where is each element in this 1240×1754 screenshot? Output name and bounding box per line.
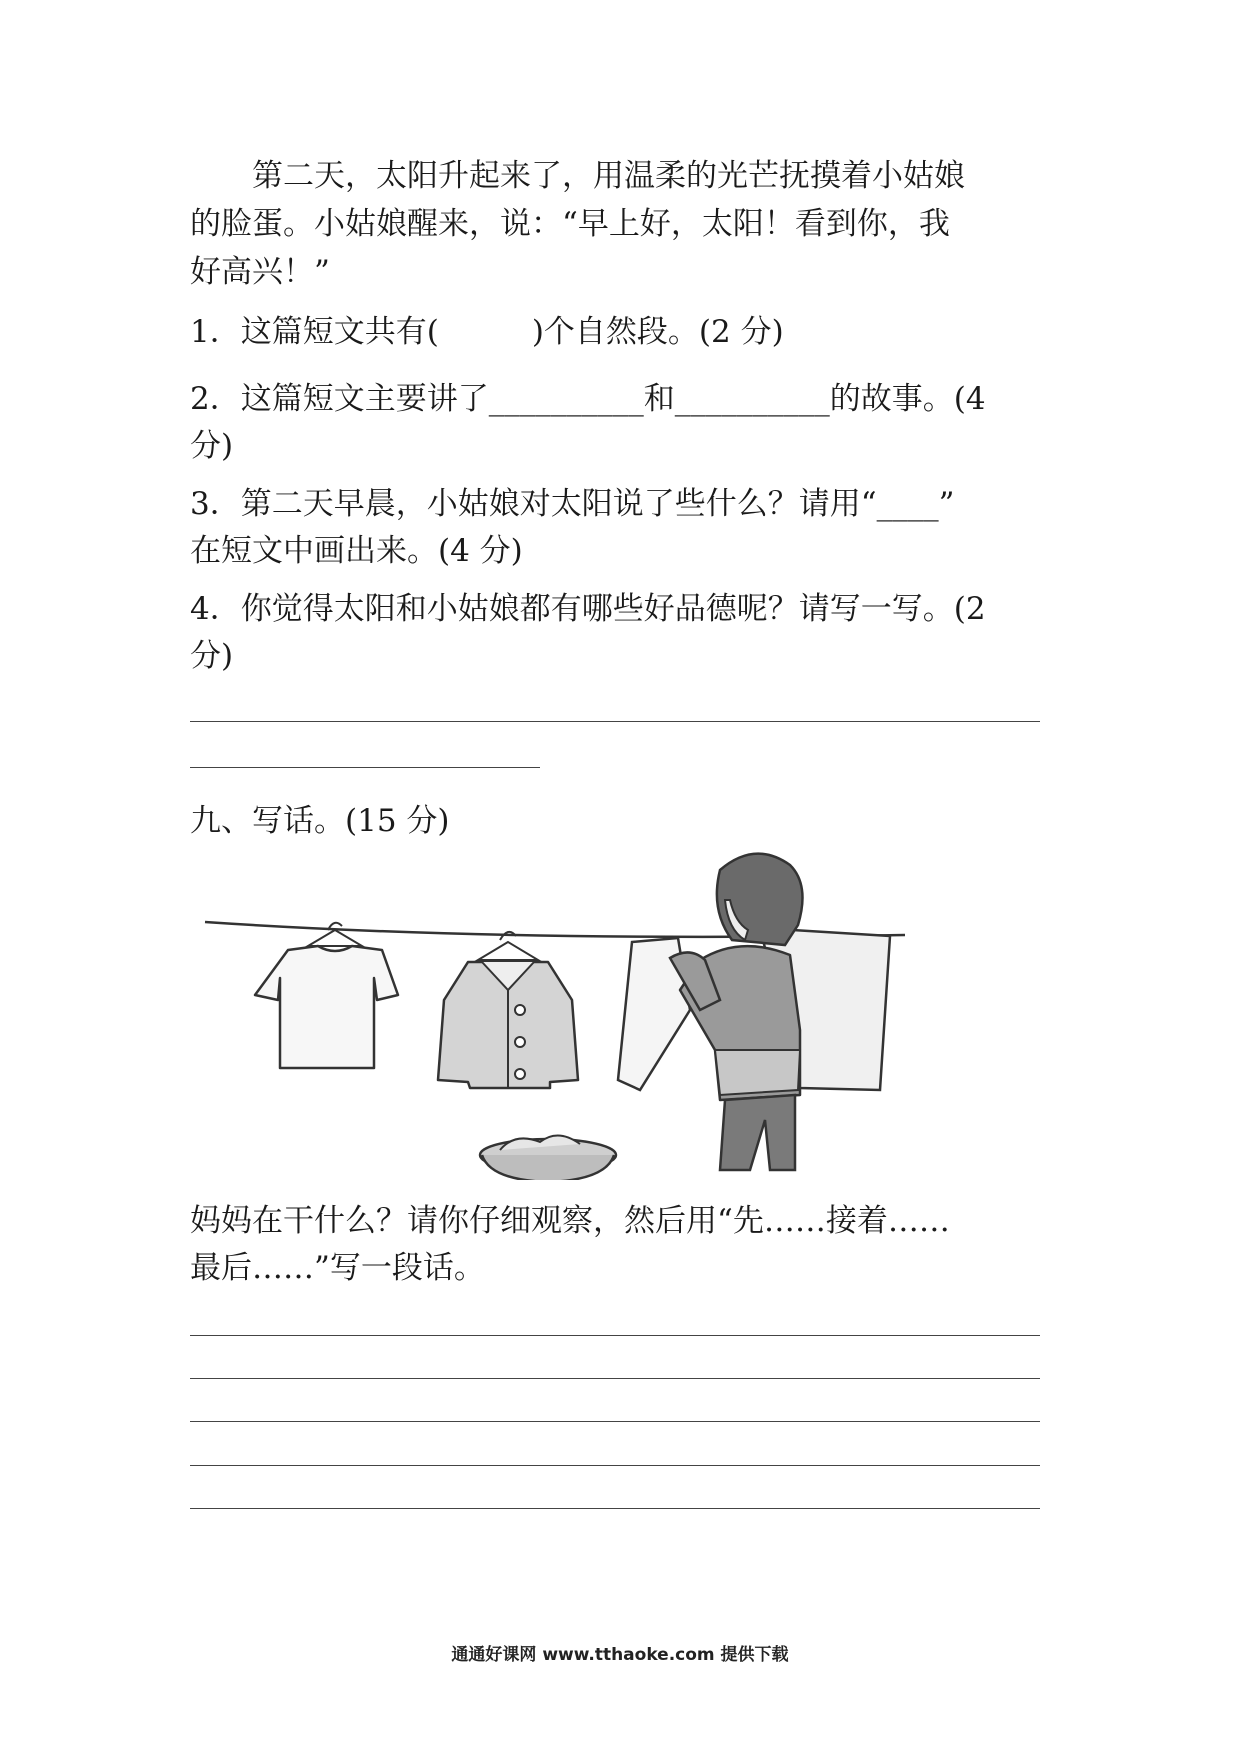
writing-line[interactable] (190, 1335, 1040, 1336)
tshirt-icon (255, 923, 398, 1068)
passage-line-2: 的脸蛋。小姑娘醒来，说：“早上好，太阳！看到你，我 (190, 206, 950, 242)
laundry-basket-icon (480, 1135, 616, 1180)
writing-line[interactable] (190, 1465, 1040, 1466)
question-1: 1．这篇短文共有( )个自然段。(2 分) (190, 314, 784, 350)
writing-line[interactable] (190, 1421, 1040, 1422)
answer-line[interactable] (190, 721, 1040, 722)
question-2: 2．这篇短文主要讲了__________和__________的故事。(4 (190, 381, 986, 417)
question-4-cont: 分) (190, 638, 234, 674)
writing-line[interactable] (190, 1508, 1040, 1509)
writing-line[interactable] (190, 1378, 1040, 1379)
passage-line-3: 好高兴！” (190, 254, 330, 290)
question-3-cont: 在短文中画出来。(4 分) (190, 533, 523, 569)
writing-prompt-line-2: 最后……”写一段话。 (190, 1250, 485, 1286)
footer-text: 通通好课网 www.tthaoke.com 提供下载 (451, 1645, 789, 1665)
writing-prompt-line-1: 妈妈在干什么？请你仔细观察，然后用“先……接着…… (190, 1203, 950, 1239)
section-heading: 九、写话。(15 分) (190, 803, 450, 839)
question-3: 3．第二天早晨，小姑娘对太阳说了些什么？请用“____” (190, 486, 955, 522)
laundry-illustration (200, 850, 910, 1180)
question-2-cont: 分) (190, 428, 234, 464)
answer-line[interactable] (190, 767, 540, 768)
passage-line-1: 第二天，太阳升起来了，用温柔的光芒抚摸着小姑娘 (190, 158, 965, 194)
question-4: 4．你觉得太阳和小姑娘都有哪些好品德呢？请写一写。(2 (190, 591, 986, 627)
jacket-icon (438, 932, 578, 1088)
